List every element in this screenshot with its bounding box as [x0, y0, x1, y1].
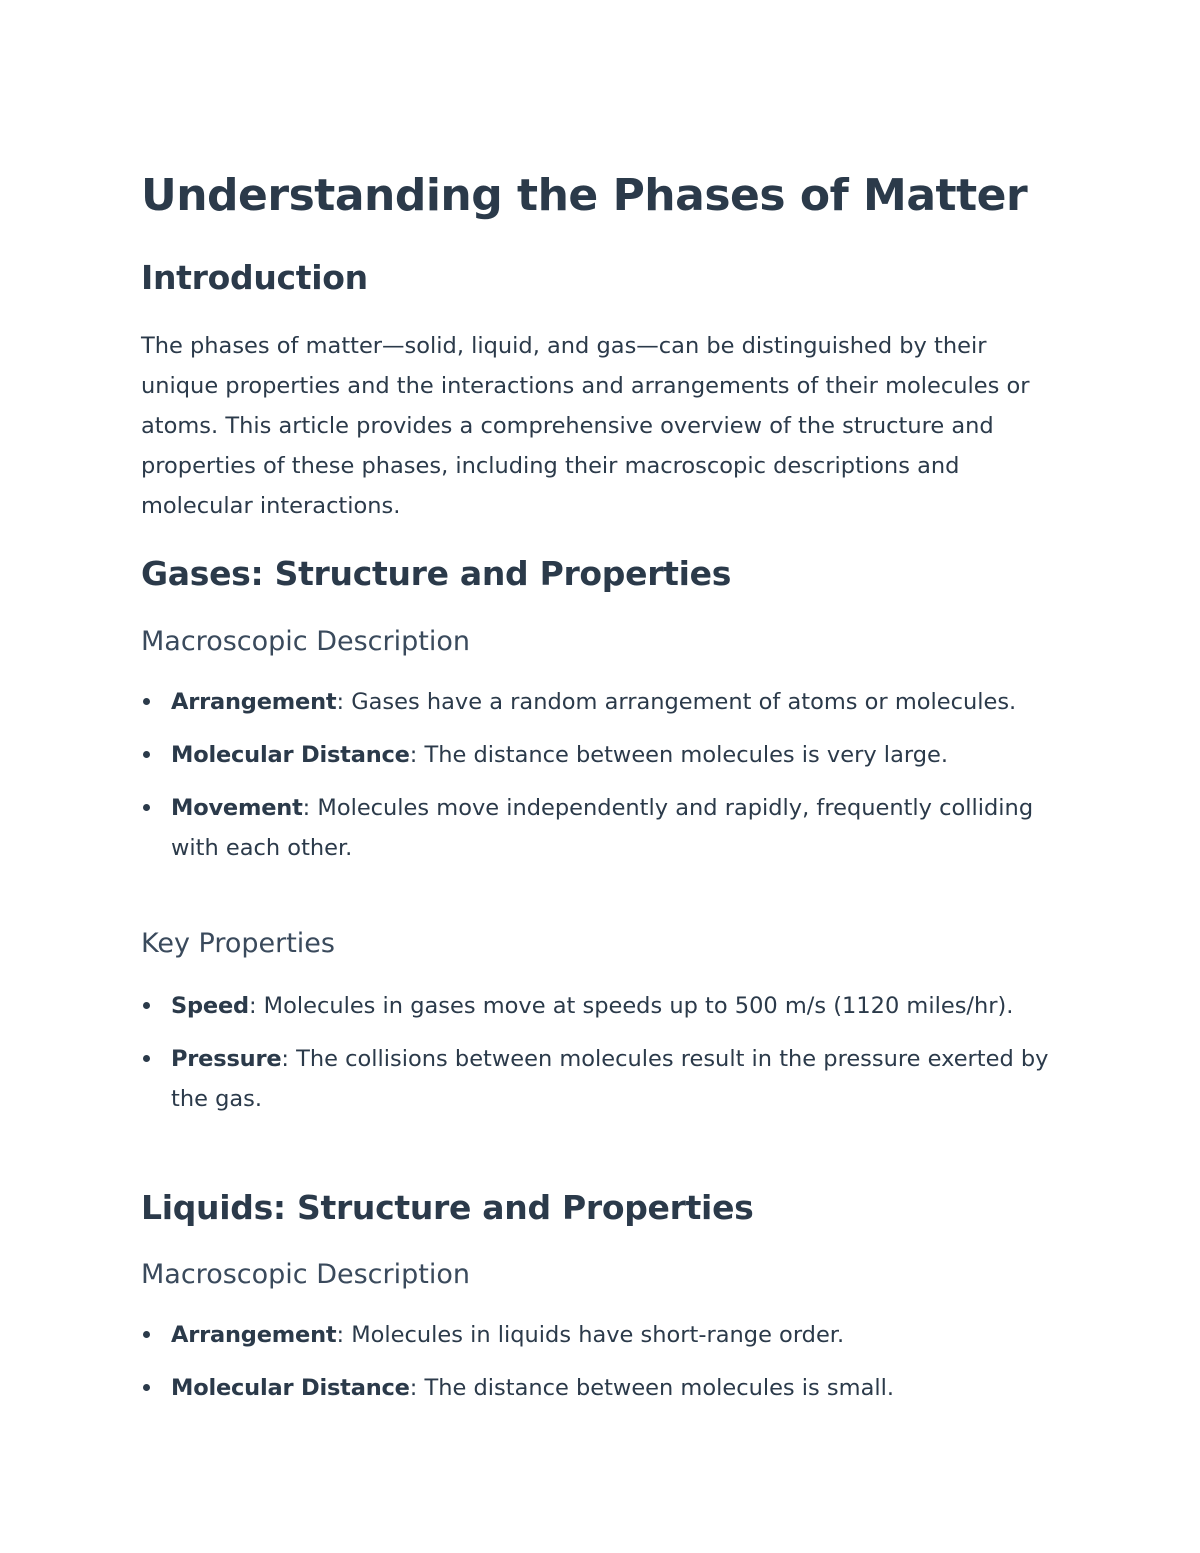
list-item: [141, 1315, 1066, 1355]
bullet-icon: [143, 1331, 150, 1338]
bullet-icon: [143, 1384, 150, 1391]
liquids-heading: Liquids: Structure and Properties: [141, 1188, 754, 1227]
list-item-separator: :: [336, 689, 345, 715]
list-item-term: Molecular Distance: [171, 742, 410, 768]
bullet-icon: [143, 1055, 150, 1062]
list-item: [141, 788, 1066, 868]
list-item-term: Molecular Distance: [171, 1375, 410, 1401]
intro-paragraph: The phases of matter—solid, liquid, and gas—can be distinguished by their unique properties and the interactions and arrangements of their molecules or atoms. This article provides a comprehensive overview of the structure and properties of these phases, including their macroscopic descriptions and molecular interactions.: [141, 333, 1030, 519]
bullet-icon: [143, 1002, 150, 1009]
list-item-text: The distance between molecules is very large.: [417, 742, 948, 768]
list-item: [141, 735, 1066, 775]
intro-heading: Introduction: [141, 258, 368, 297]
gases-props-list: [141, 986, 1066, 1119]
gases-macro-heading: Macroscopic Description: [141, 626, 470, 657]
list-item: [141, 682, 1066, 722]
list-item-term: Arrangement: [171, 1322, 337, 1348]
bullet-icon: [143, 804, 150, 811]
list-item-text: Molecules in gases move at speeds up to 500 m/s (1120 miles/hr).: [256, 993, 1014, 1019]
list-item-separator: :: [281, 1046, 289, 1072]
list-item-text: The distance between molecules is small.: [417, 1375, 895, 1401]
list-item-separator: :: [409, 742, 418, 768]
bullet-icon: [143, 698, 150, 705]
list-item: [141, 986, 1066, 1026]
list-item-term: Speed: [171, 993, 249, 1019]
list-item-separator: :: [302, 795, 311, 821]
list-item-term: Movement: [171, 795, 303, 821]
list-item: [141, 1039, 1066, 1119]
gases-heading: Gases: Structure and Properties: [141, 554, 732, 593]
list-item-term: Arrangement: [171, 689, 337, 715]
list-item: [141, 1368, 1066, 1408]
list-item-separator: :: [336, 1322, 345, 1348]
liquids-macro-heading: Macroscopic Description: [141, 1259, 470, 1290]
list-item-text: The collisions between molecules result in the pressure exerted by the gas.: [171, 1046, 1049, 1112]
page-title: Understanding the Phases of Matter: [141, 170, 1028, 221]
list-item-text: Molecules in liquids have short-range order.: [344, 1322, 845, 1348]
liquids-macro-list: [141, 1315, 1066, 1408]
list-item-separator: :: [409, 1375, 418, 1401]
list-item-text: Molecules move independently and rapidly, frequently colliding with each other.: [171, 795, 1034, 861]
list-item-text: Gases have a random arrangement of atoms or molecules.: [344, 689, 1017, 715]
gases-props-heading: Key Properties: [141, 928, 335, 959]
gases-macro-list: [141, 682, 1066, 868]
list-item-separator: :: [248, 993, 257, 1019]
list-item-term: Pressure: [171, 1046, 282, 1072]
bullet-icon: [143, 751, 150, 758]
